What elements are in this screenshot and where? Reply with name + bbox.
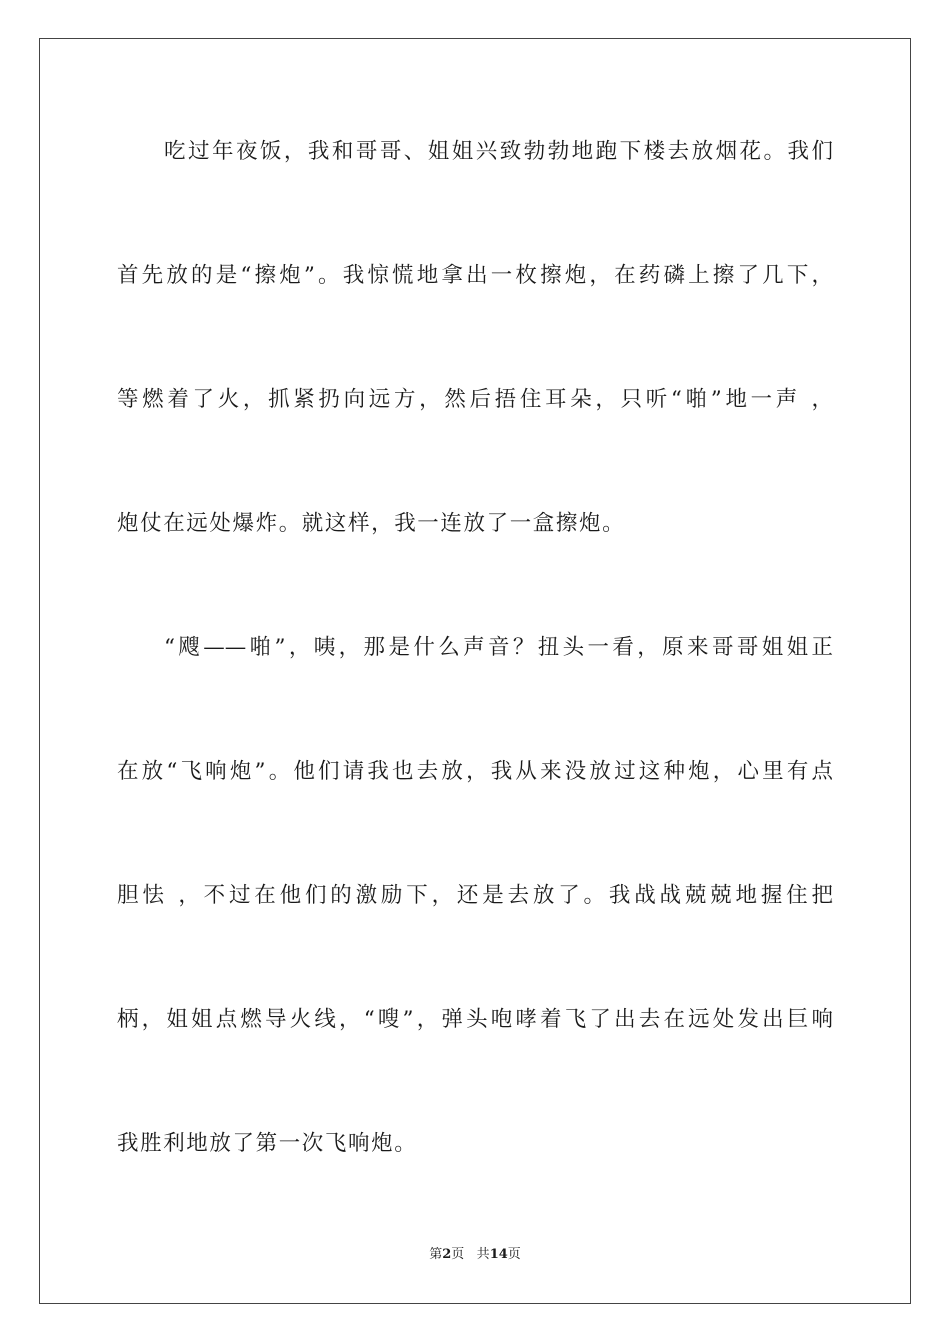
current-page-number: 2 xyxy=(442,1247,452,1262)
paragraph-1-line-4: 炮仗在远处爆炸。就这样，我一连放了一盒擦炮。 xyxy=(117,511,626,536)
paragraph-2-line-5: 我胜利地放了第一次飞响炮。 xyxy=(117,1131,418,1156)
paragraph-1-line-1: 吃过年夜饭，我和哥哥、姐姐兴致勃勃地跑下楼去放烟花。我们 xyxy=(164,139,833,164)
page-unit: 页 xyxy=(451,1247,465,1262)
page-footer xyxy=(0,1246,950,1264)
paragraph-2-line-2: 在放“飞响炮”。他们请我也去放，我从来没放过这种炮，心里有点 xyxy=(117,759,833,784)
page-frame xyxy=(39,38,911,1304)
paragraph-2-line-1: “飕——啪”，咦，那是什么声音？扭头一看，原来哥哥姐姐正 xyxy=(164,635,833,660)
paragraph-1-line-3: 等燃着了火，抓紧扔向远方，然后捂住耳朵，只听“啪”地一声 ， xyxy=(117,387,833,412)
total-page-count: 14 xyxy=(489,1247,508,1262)
page-prefix: 第 xyxy=(429,1247,443,1262)
paragraph-2-line-4: 柄，姐姐点燃导火线，“嗖”，弹头咆哮着飞了出去在远处发出巨响 xyxy=(117,1007,833,1032)
total-unit: 页 xyxy=(507,1247,521,1262)
paragraph-1-line-2: 首先放的是“擦炮”。我惊慌地拿出一枚擦炮，在药磷上擦了几下， xyxy=(117,263,833,288)
paragraph-2-line-3: 胆怯 ，不过在他们的激励下，还是去放了。我战战兢兢地握住把 xyxy=(117,883,833,908)
total-prefix: 共 xyxy=(476,1247,490,1262)
